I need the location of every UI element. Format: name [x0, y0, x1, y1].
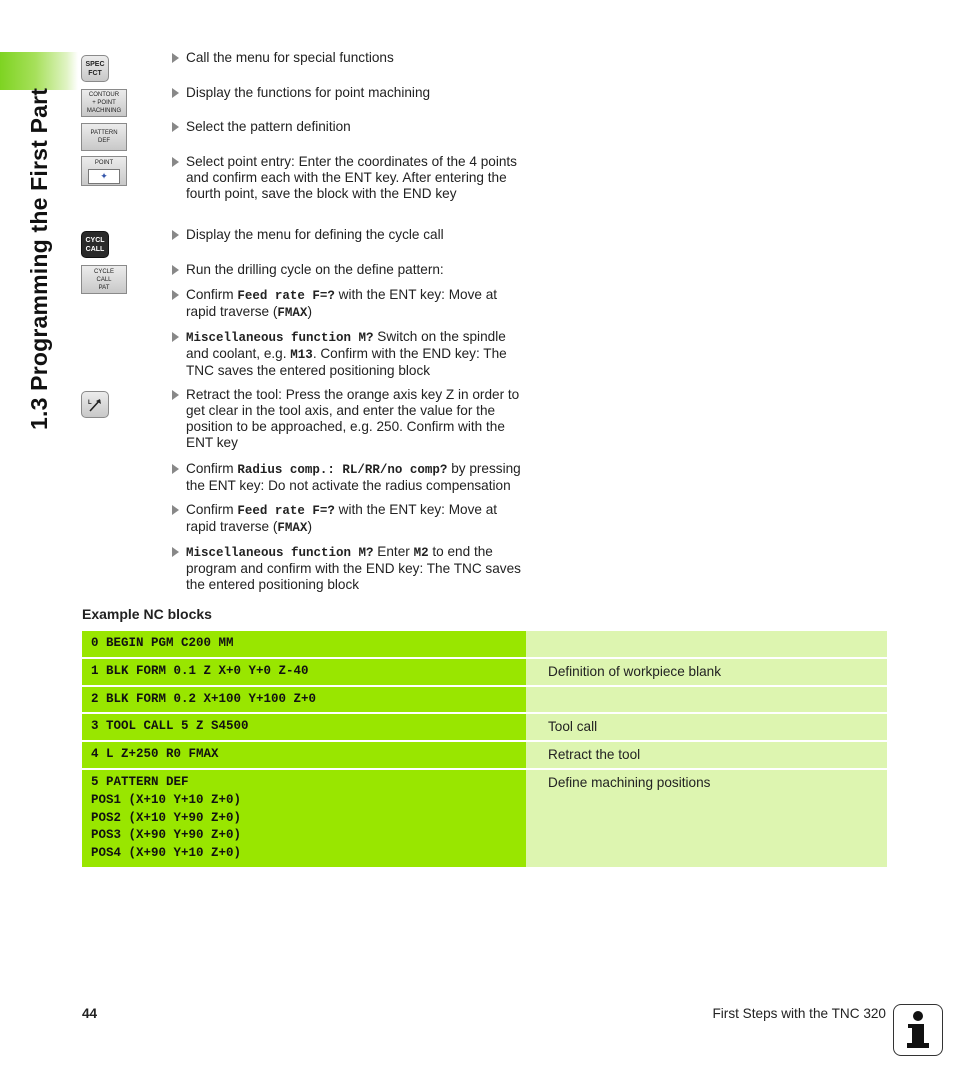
step-text: Run the drilling cycle on the define pattern:: [186, 262, 444, 277]
step-call-special-functions: [172, 50, 530, 66]
bullet-arrow-icon: [172, 547, 179, 557]
nc-code-cell: 2 BLK FORM 0.2 X+100 Y+100 Z+0: [82, 687, 526, 713]
step-confirm-feed-rate-2: Confirm Feed rate F=? with the ENT key: Move at rapid traverse (FMAX): [172, 502, 530, 536]
nc-comment-cell: [526, 687, 887, 713]
key-label: CALL: [85, 245, 105, 253]
step-text: Display the functions for point machining: [186, 85, 431, 100]
bullet-arrow-icon: [172, 230, 179, 240]
table-row: [82, 659, 887, 685]
nc-comment-cell: Define machining positions: [526, 770, 887, 867]
key-label: DEF: [98, 138, 110, 144]
cycl-call-key-icon: [81, 231, 109, 258]
bullet-arrow-icon: [172, 88, 179, 98]
svg-text:L: L: [88, 399, 92, 406]
bullet-arrow-icon: [172, 157, 179, 167]
bullet-arrow-icon: [172, 464, 179, 474]
bullet-arrow-icon: [172, 505, 179, 515]
info-i-glyph-icon: [903, 1010, 933, 1050]
info-icon: [893, 1004, 943, 1056]
key-label: FCT: [88, 69, 102, 77]
pattern-def-softkey-icon: [81, 123, 127, 151]
step-confirm-feed-rate-1: Confirm Feed rate F=? with the ENT key: Move at rapid traverse (FMAX): [172, 287, 530, 321]
nc-blocks-table: [82, 631, 887, 869]
chapter-tab: [0, 52, 78, 90]
key-label: + POINT: [92, 100, 116, 106]
key-label: POINT: [94, 159, 114, 166]
key-label: PAT: [98, 284, 110, 291]
table-row: [82, 714, 887, 740]
key-label: CYCLE: [93, 268, 114, 275]
chapter-title: 1.3 Programming the First Part: [26, 87, 52, 430]
step-text: Select point entry: Enter the coordinates of the 4 points and confirm each with the ENT key. After entering the fourth point, save the block with the END key: [186, 154, 517, 201]
key-label: SPEC: [85, 60, 105, 68]
step-text: Call the menu for special functions: [186, 50, 394, 65]
bullet-arrow-icon: [172, 122, 179, 132]
nc-comment-cell: Definition of workpiece blank: [526, 659, 887, 685]
line-arrow-icon: [86, 396, 104, 414]
step-select-point-entry: [172, 154, 530, 202]
step-text: Retract the tool: Press the orange axis key Z in order to get clear in the tool axis, and enter the value for the position to be approached, e.g. 250. Confirm with the ENT key: [186, 387, 520, 450]
bullet-arrow-icon: [172, 290, 179, 300]
key-label: MACHINING: [86, 108, 122, 114]
table-row: [82, 742, 887, 768]
step-text: Select the pattern definition: [186, 119, 351, 134]
page-number: 44: [82, 1006, 98, 1021]
key-label: PATTERN: [90, 130, 118, 136]
key-label: CALL: [96, 276, 112, 283]
step-miscellaneous-m2: Miscellaneous function M? Enter M2 to end the program and confirm with the END key: The TNC saves the entered positioning block: [172, 544, 530, 593]
linear-path-key-icon: [81, 391, 109, 418]
nc-code-cell: 1 BLK FORM 0.1 Z X+0 Y+0 Z-40: [82, 659, 526, 685]
spec-fct-key-icon: [81, 55, 109, 82]
example-title: Example NC blocks: [82, 606, 212, 622]
step-run-drilling-cycle: [172, 262, 530, 278]
table-row: [82, 770, 887, 867]
cycle-call-pat-softkey-icon: [81, 265, 127, 294]
step-text: Display the menu for defining the cycle call: [186, 227, 444, 242]
table-row: [82, 631, 887, 657]
nc-comment-cell: [526, 631, 887, 657]
point-marker-icon: ✦: [88, 169, 120, 184]
nc-comment-cell: Tool call: [526, 714, 887, 740]
footer-title: First Steps with the TNC 320: [712, 1006, 886, 1021]
bullet-arrow-icon: [172, 332, 179, 342]
nc-code-cell: 4 L Z+250 R0 FMAX: [82, 742, 526, 768]
step-retract-tool: [172, 387, 530, 451]
contour-point-machining-softkey-icon: [81, 89, 127, 117]
step-miscellaneous-m13: Miscellaneous function M? Switch on the spindle and coolant, e.g. M13. Confirm with the END key: The TNC saves the entered positioning block: [172, 329, 530, 379]
nc-code-cell: 5 PATTERN DEF POS1 (X+10 Y+10 Z+0) POS2 (X+10 Y+90 Z+0) POS3 (X+90 Y+90 Z+0) POS4 (X+90 Y+10 Z+0): [82, 770, 526, 867]
step-confirm-radius-comp: Confirm Radius comp.: RL/RR/no comp? by pressing the ENT key: Do not activate the radius compensation: [172, 461, 530, 494]
key-label: CONTOUR: [88, 92, 120, 98]
point-softkey-icon: [81, 156, 127, 186]
bullet-arrow-icon: [172, 265, 179, 275]
key-label: CYCL: [85, 236, 105, 244]
step-display-point-machining: [172, 85, 530, 101]
bullet-arrow-icon: [172, 53, 179, 63]
nc-code-cell: 3 TOOL CALL 5 Z S4500: [82, 714, 526, 740]
step-cycle-call-menu: [172, 227, 530, 243]
nc-code-cell: 0 BEGIN PGM C200 MM: [82, 631, 526, 657]
nc-comment-cell: Retract the tool: [526, 742, 887, 768]
step-select-pattern: [172, 119, 530, 135]
table-row: [82, 687, 887, 713]
bullet-arrow-icon: [172, 390, 179, 400]
